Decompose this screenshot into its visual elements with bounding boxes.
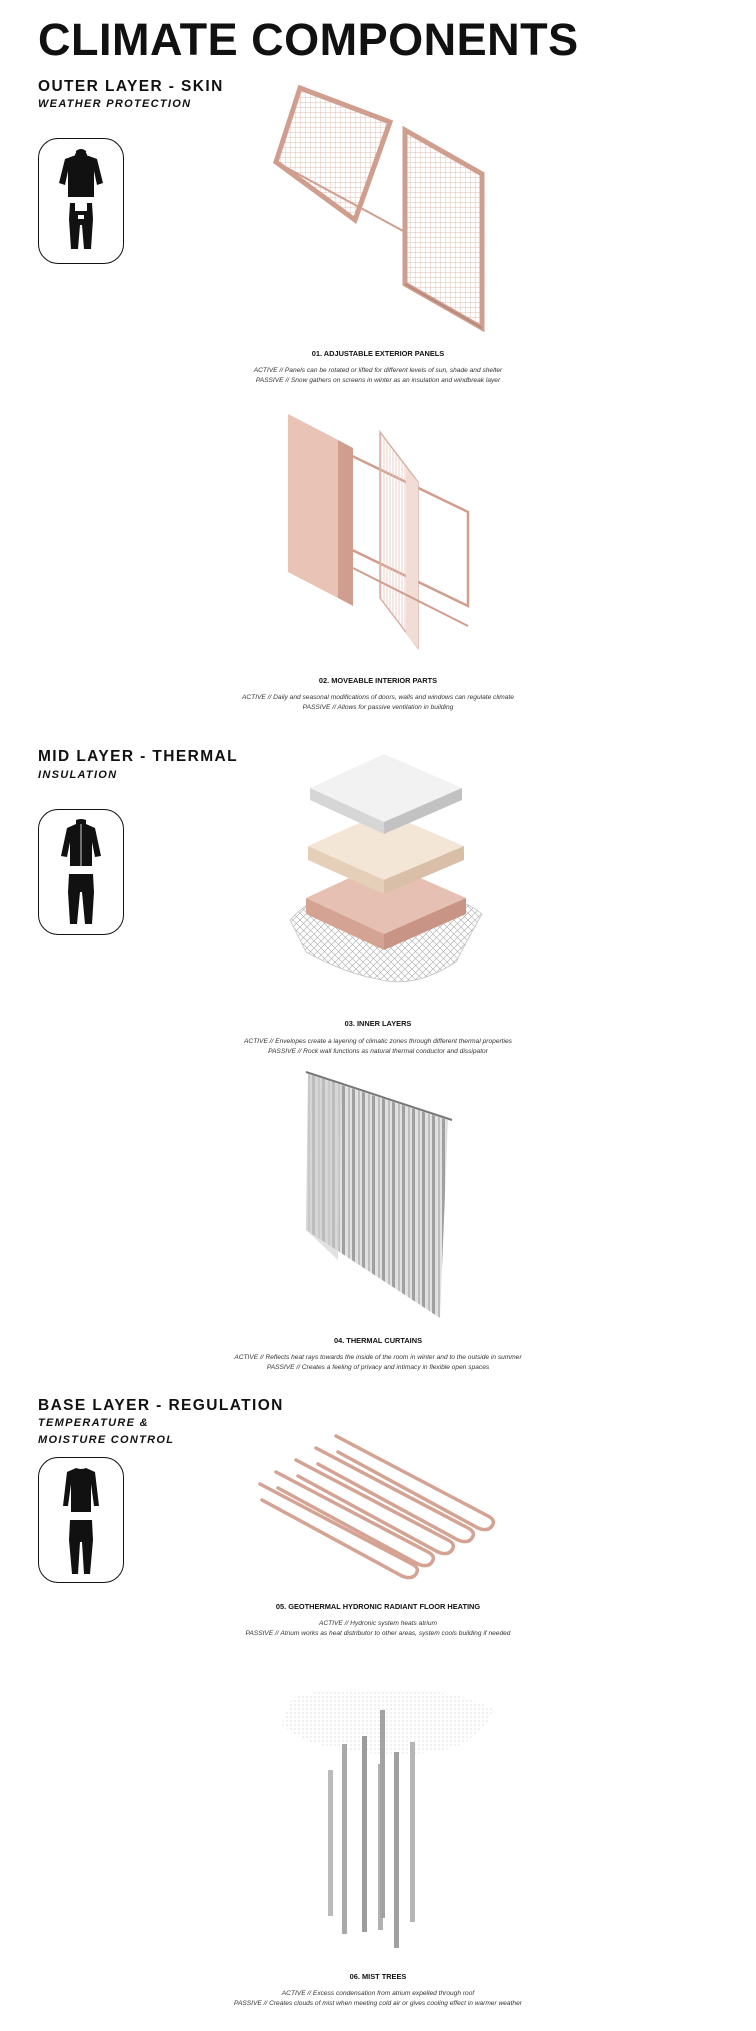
layer-subtitle-outer: WEATHER PROTECTION [38,98,192,110]
component-passive-text: PASSIVE // Creates clouds of mist when meeting cold air or gives cooling effect in warmer weather [234,2000,522,2007]
component-active-text: ACTIVE // Excess condensation from atrium expelled through roof [281,1990,475,1997]
thermal-curtains-illustration [302,1070,462,1322]
jacket-and-bib-pants-icon [38,138,124,264]
component-active-text: ACTIVE // Daily and seasonal modifications of doors, walls and windows can regulate climate [242,694,514,701]
component-title: 03. INNER LAYERS [344,1019,412,1028]
component-passive-text: PASSIVE // Snow gathers on screens in winter as an insulation and windbreak layer [255,377,501,384]
component-active-text: ACTIVE // Reflects heat rays towards the inside of the room in winter and to the outside in summer [234,1354,522,1361]
layer-title-base: BASE LAYER - REGULATION [38,1397,284,1414]
radiant-floor-heating-illustration [256,1428,504,1588]
component-passive-text: PASSIVE // Rock wall functions as natural thermal conductor and dissipator [268,1048,488,1055]
page-title: CLIMATE COMPONENTS [38,14,579,65]
component-passive-text: PASSIVE // Creates a feeling of privacy and intimacy in flexible open spaces [266,1364,490,1371]
component-active-text: ACTIVE // Envelopes create a layering of climatic zones through different thermal properties [244,1038,512,1045]
thermal-top-and-leggings-icon [38,1457,124,1583]
component-title: 04. THERMAL CURTAINS [333,1336,422,1345]
layer-subtitle-base-line1: TEMPERATURE & [38,1417,149,1429]
layer-title-mid: MID LAYER - THERMAL [38,748,238,765]
component-title: 02. MOVEABLE INTERIOR PARTS [318,676,438,685]
adjustable-exterior-panels-illustration [270,82,510,332]
component-title: 05. GEOTHERMAL HYDRONIC RADIANT FLOOR HEATING [275,1602,481,1611]
layer-subtitle-base-line2: MOISTURE CONTROL [38,1434,175,1446]
component-passive-text: PASSIVE // Atrium works as heat distributor to other areas, system cools building if needed [245,1630,511,1637]
component-title: 01. ADJUSTABLE EXTERIOR PANELS [311,349,445,358]
component-passive-text: PASSIVE // Allows for passive ventilation in building [302,704,454,711]
layer-title-outer: OUTER LAYER - SKIN [38,78,224,95]
moveable-interior-parts-illustration [278,408,488,668]
mist-trees-illustration [262,1680,502,1952]
fleece-jacket-and-pants-icon [38,809,124,935]
component-active-text: ACTIVE // Hydronic system heats atrium [319,1620,437,1627]
inner-layers-illustration [286,752,486,988]
component-title: 06. MIST TREES [349,1972,407,1981]
layer-subtitle-mid: INSULATION [38,769,118,781]
component-active-text: ACTIVE // Panels can be rotated or lifted for different levels of sun, shade and shelter [253,367,503,374]
